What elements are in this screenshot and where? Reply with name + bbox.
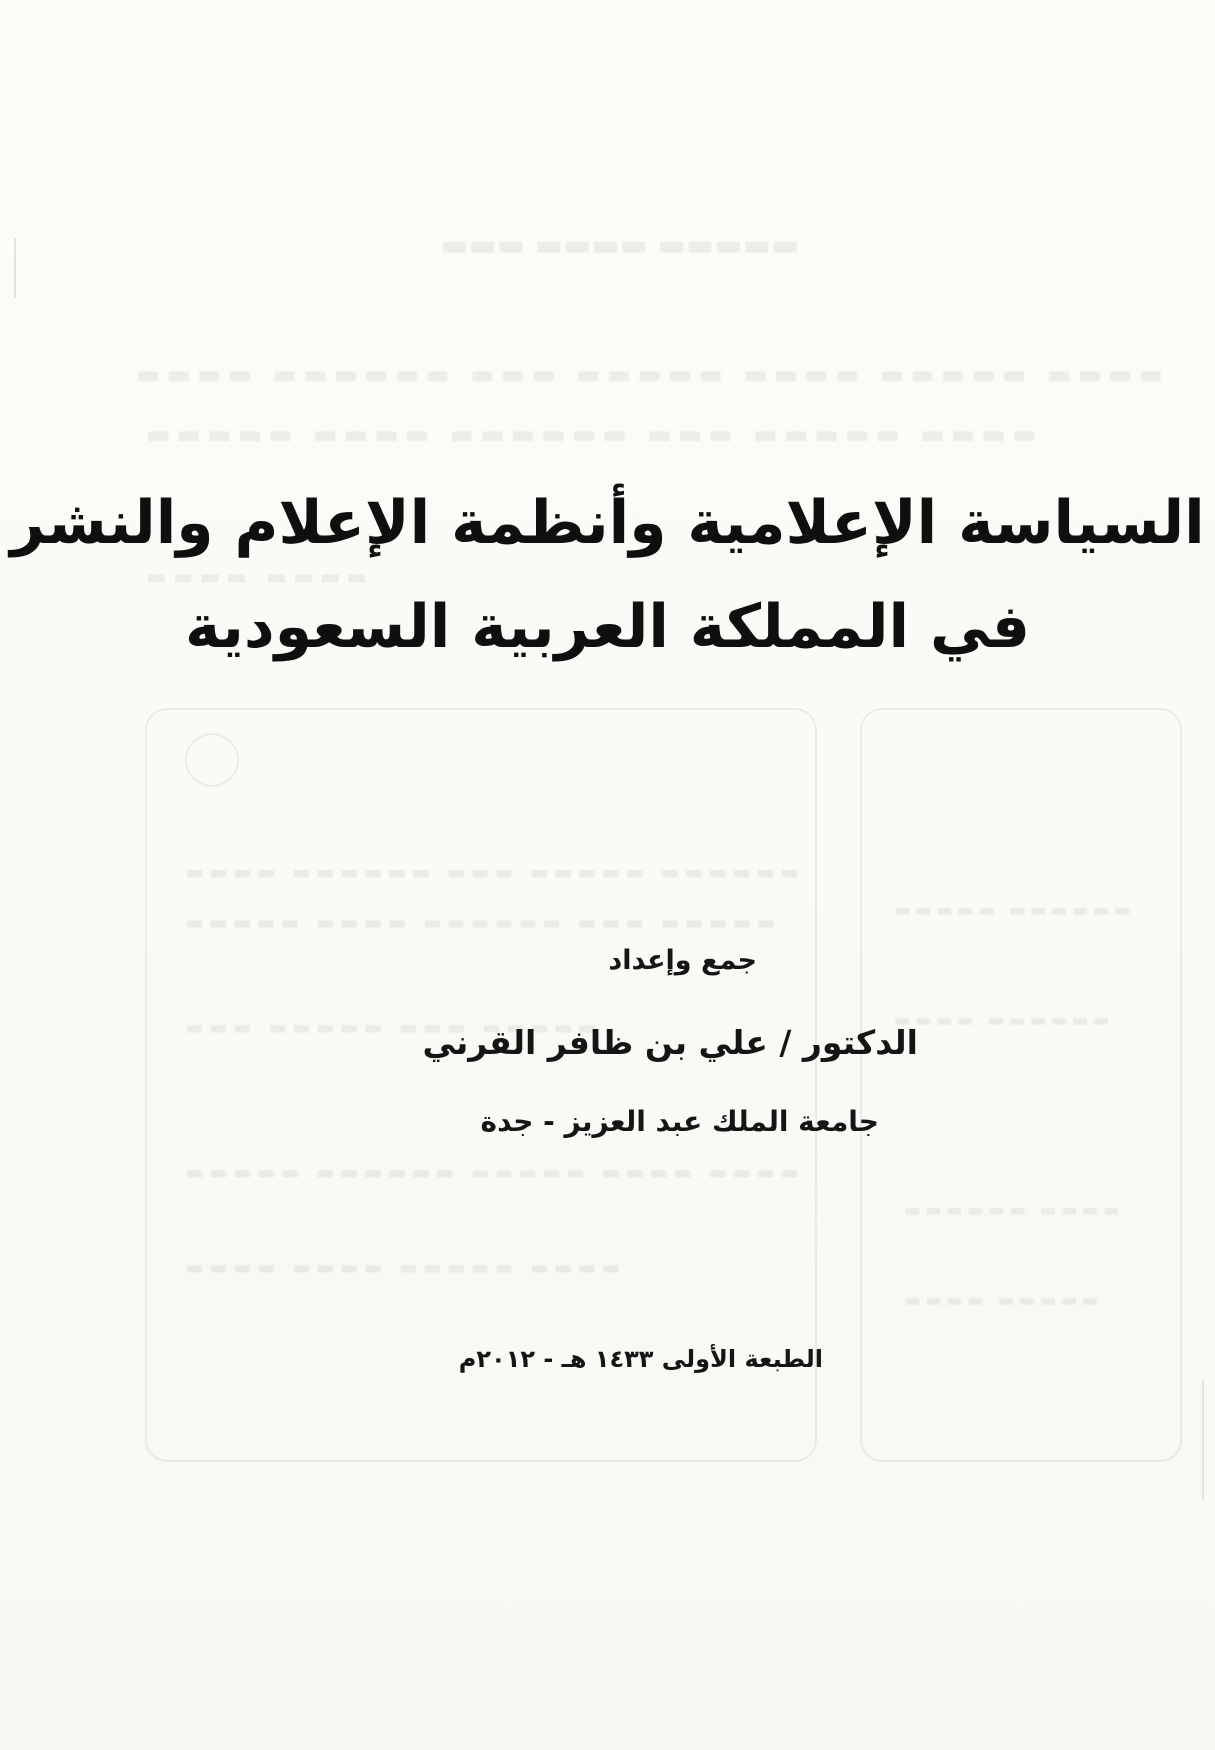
reverse-bleed-text: ▬▬▬▬▬ ▬▬▬▬ ▬▬▬▬▬▬ ▬▬▬ ▬▬▬▬▬ <box>180 910 776 934</box>
university-name: جامعة الملك عبد العزيز - جدة <box>480 1105 879 1138</box>
book-title-line-1: السياسة الإعلامية وأنظمة الإعلام والنشر <box>10 488 1205 558</box>
reverse-bleed-text: ▬▬▬▬ ▬▬▬▬▬▬ ▬▬▬ ▬▬▬▬▬ ▬▬▬▬ ▬▬▬▬▬ ▬▬▬▬ <box>130 360 1164 390</box>
reverse-bleed-text: ▬▬▬▬▬ ▬▬▬▬▬▬ ▬▬▬▬▬ ▬▬▬▬ ▬▬▬▬ <box>180 1160 799 1184</box>
reverse-bleed-text: ▬▬▬▬ ▬▬▬▬ ▬▬▬▬▬ ▬▬▬▬ <box>180 1255 621 1279</box>
reverse-bleed-text: ▬▬▬▬ ▬▬▬▬▬▬ <box>890 1010 1110 1031</box>
reverse-bleed-text: ▬▬▬▬ ▬▬▬▬▬▬ ▬▬▬ ▬▬▬▬▬ ▬▬▬▬▬▬ <box>180 860 799 884</box>
reverse-bleed-text: ▬▬▬ ▬▬▬▬ ▬▬▬▬▬ <box>440 228 800 263</box>
reverse-bleed-text: ▬▬▬ ▬▬▬▬▬ ▬▬▬ ▬▬▬▬▬ <box>180 1015 597 1039</box>
author-name: الدكتور / علي بن ظافر القرني <box>422 1023 918 1062</box>
edition-statement: الطبعة الأولى ١٤٣٣ هـ - ٢٠١٢م <box>458 1345 823 1373</box>
reverse-bleed-text: ▬▬▬▬▬▬ ▬▬▬▬ <box>900 1200 1120 1221</box>
book-title-line-2: في المملكة العربية السعودية <box>184 592 1030 662</box>
reverse-bleed-text: ▬▬▬▬ ▬▬▬▬ <box>140 565 368 590</box>
reverse-bleed-text: ▬▬▬▬▬ ▬▬▬▬▬▬ <box>890 900 1131 921</box>
compiled-by-label: جمع وإعداد <box>608 945 757 976</box>
reverse-bleed-text: ▬▬▬▬▬ ▬▬▬▬ ▬▬▬▬▬▬ ▬▬▬ ▬▬▬▬▬ ▬▬▬▬ <box>140 420 1037 450</box>
reverse-bleed-text: ▬▬▬▬ ▬▬▬▬▬ <box>900 1290 1099 1311</box>
